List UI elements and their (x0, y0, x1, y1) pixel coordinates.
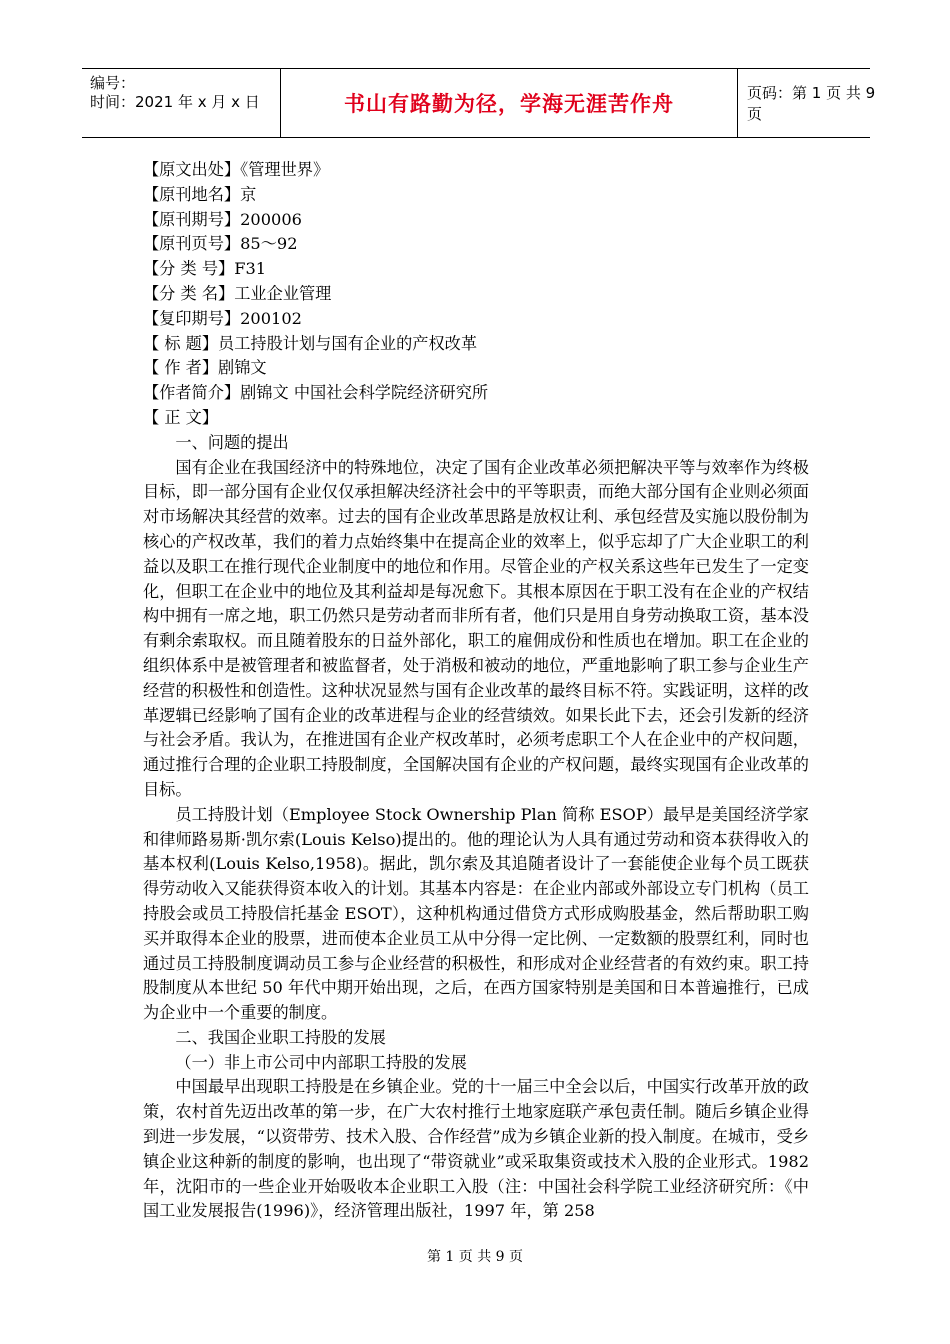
meta-issue: 【原刊期号】200006 (143, 209, 302, 229)
meta-body-label: 【 正 文】 (143, 407, 219, 427)
meta-title: 【 标 题】员工持股计划与国有企业的产权改革 (143, 333, 478, 353)
meta-source: 【原文出处】《管理世界》 (143, 160, 330, 179)
paragraph-1: 国有企业在我国经济中的特殊地位，决定了国有企业改革必须把解决平等与效率作为终极目标，即一部分国有企业仅仅承担解决经济社会中的平等职责，而绝大部分国有企业则必须面对市场解决其经营的效率。过去的国有企业改革思路是放权让利、承包经营及实施以股份制为核心的产权改革，我们的着力点始终集中在提高企业的效率上，似乎忘却了广大企业职工的利益以及职工在推行现代企业制度中的地位和作用。尽管企业的产权关系这些年已发生了一定变化，但职工在企业中的地位及其利益却是每况愈下。其根本原因在于职工没有在企业的产权结构中拥有一席之地，职工仍然只是劳动者而非所有者，他们只是用自身劳动换取工资，基本没有剩余索取权。而且随着股东的日益外部化，职工的雇佣成份和性质也在增加。职工在企业的组织体系中是被管理者和被监督者，处于消极和被动的地位，严重地影响了职工参与企业生产经营的积极性和创造性。这种状况显然与国有企业改革的最终目标不符。实践证明，这样的改革逻辑已经影响了国有企业的改革进程与企业的经营绩效。如果长此下去，还会引发新的经济与社会矛盾。我认为，在推进国有企业产权改革时，必须考虑职工个人在企业中的产权问题，通过推行合理的企业职工持股制度，全国解决国有企业的产权问题，最终实现国有企业改革的目标。 (143, 457, 809, 799)
meta-class-code: 【分 类 号】F31 (143, 259, 267, 279)
document-body (143, 158, 809, 1224)
document-date-label: 时间：2021 年 x 月 x 日 (90, 93, 260, 111)
paragraph-3: 中国最早出现职工持股是在乡镇企业。党的十一届三中全会以后，中国实行改革开放的政策，农村首先迈出改革的第一步，在广大农村推行土地家庭联产承包责任制。随后乡镇企业得到进一步发展，“以资带劳、技术入股、合作经营”成为乡镇企业新的投入制度。在城市，受乡镇企业这种新的制度的影响，也出现了“带资就业”或采取集资或技术入股的企业形式。1982 年，沈阳市的一些企业开始吸收本企业职工入股（注：中国社会科学院工业经济研究所：《中国工业发展报告(1996)》，经济管理出版社，1997 年，第 258 (143, 1077, 809, 1221)
meta-author: 【 作 者】剧锦文 (143, 358, 267, 378)
document-number-label: 编号： (90, 74, 136, 92)
page-footer: 第 1 页 共 9 页 (426, 1249, 524, 1265)
header-page-info: 页码：第 1 页 共 9 页 (747, 84, 876, 123)
meta-class-name: 【分 类 名】工业企业管理 (143, 283, 332, 303)
meta-place: 【原刊地名】京 (143, 184, 257, 204)
meta-author-bio: 【作者简介】剧锦文 中国社会科学院经济研究所 (143, 383, 489, 403)
header-motto-cell (280, 69, 738, 137)
page-header (82, 68, 876, 138)
meta-reprint-issue: 【复印期号】200102 (143, 308, 302, 328)
subsection-heading-1: （一）非上市公司中内部职工持股的发展 (175, 1052, 467, 1072)
meta-pages: 【原刊页号】85～92 (143, 234, 298, 254)
paragraph-2: 员工持股计划（Employee Stock Ownership Plan 简称 ESOP）最早是美国经济学家和律师路易斯·凯尔索(Louis Kelso)提出的。他的理论认为人具有通过劳动和资本获得收入的基本权利(Louis Kelso,1958)。据此，凯尔索及其追随者设计了一套能使企业每个员工既获得劳动收入又能获得资本收入的计划。其基本内容是：在企业内部或外部设立专门机构（员工持股会或员工持股信托基金 ESOT），这种机构通过借贷方式形成购股基金，然后帮助职工购买并取得本企业的股票，进而使本企业员工从中分得一定比例、一定数额的股票红利，同时也通过员工持股制度调动员工参与企业经营的积极性，和形成对企业经营者的有效约束。职工持股制度从本世纪 50 年代中期开始出现，之后，在西方国家特别是美国和日本普遍推行，已成为企业中一个重要的制度。 (143, 804, 809, 1023)
header-motto: 书山有路勤为径，学海无涯苦作舟 (344, 92, 674, 116)
section-heading-2: 二、我国企业职工持股的发展 (175, 1027, 386, 1047)
section-heading-1: 一、问题的提出 (175, 432, 289, 452)
header-info (82, 69, 280, 137)
